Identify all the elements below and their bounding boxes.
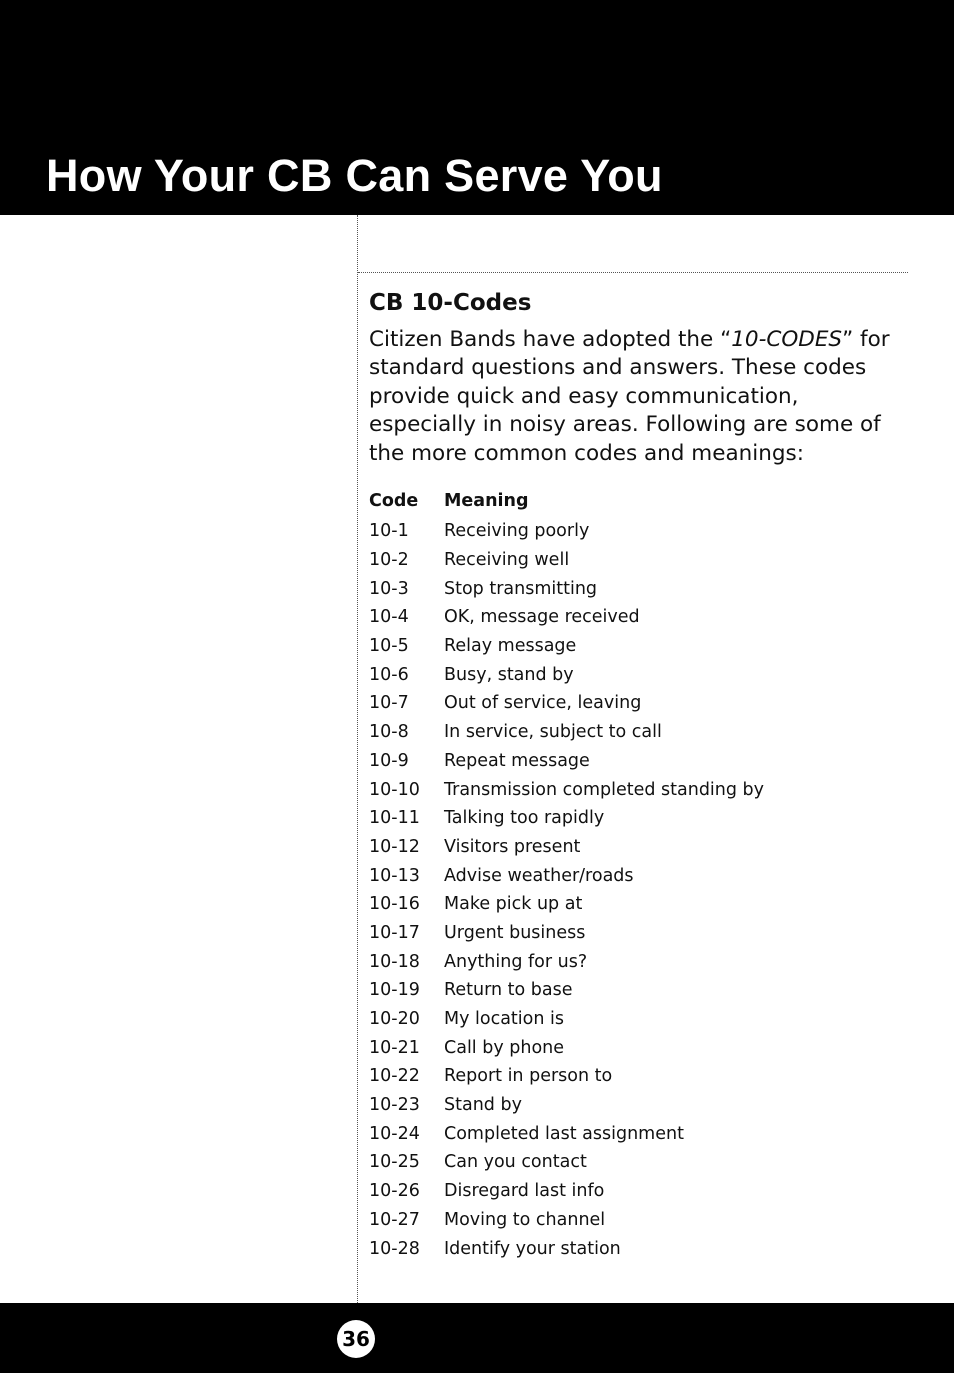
column-header-meaning: Meaning: [444, 491, 529, 511]
table-row: [369, 1033, 909, 1062]
table-row: [369, 775, 909, 804]
meaning-cell: Advise weather/roads: [444, 865, 634, 886]
code-cell: 10-12: [369, 836, 420, 857]
table-header-row: [369, 486, 909, 516]
table-row: [369, 1177, 909, 1206]
column-header-code: Code: [369, 491, 419, 511]
code-cell: 10-20: [369, 1009, 420, 1030]
meaning-cell: In service, subject to call: [444, 722, 662, 743]
code-cell: 10-5: [369, 636, 409, 657]
meaning-cell: Stop transmitting: [444, 578, 598, 599]
code-cell: 10-1: [369, 521, 409, 542]
table-row: [369, 660, 909, 689]
code-cell: 10-9: [369, 750, 409, 771]
code-cell: 10-19: [369, 980, 420, 1001]
table-row: [369, 919, 909, 948]
code-cell: 10-2: [369, 550, 409, 571]
page-number-badge: 36: [337, 1320, 375, 1358]
meaning-cell: Receiving well: [444, 550, 570, 571]
code-cell: 10-7: [369, 693, 409, 714]
codes-table: [369, 486, 909, 1263]
code-cell: 10-23: [369, 1095, 420, 1116]
table-row: [369, 890, 909, 919]
table-row: [369, 574, 909, 603]
meaning-cell: Moving to channel: [444, 1209, 606, 1230]
table-row: [369, 1148, 909, 1177]
table-row: [369, 632, 909, 661]
code-cell: 10-27: [369, 1209, 420, 1230]
code-cell: 10-13: [369, 865, 420, 886]
meaning-cell: Relay message: [444, 636, 577, 657]
intro-text-after: ” for standard questions and answers. These codes provide quick and easy communication, especially in noisy areas. Following are some of the more common codes and meanings:: [369, 327, 890, 466]
intro-paragraph: [369, 326, 909, 468]
table-row: [369, 1091, 909, 1120]
meaning-cell: Can you contact: [444, 1152, 587, 1173]
meaning-cell: Make pick up at: [444, 894, 583, 915]
table-row: [369, 1062, 909, 1091]
table-row: [369, 689, 909, 718]
code-cell: 10-3: [369, 578, 409, 599]
meaning-cell: Return to base: [444, 980, 573, 1001]
code-cell: 10-6: [369, 664, 409, 685]
intro-text-before: Citizen Bands have adopted the “: [369, 327, 732, 352]
code-cell: 10-10: [369, 779, 420, 800]
page-title: How Your CB Can Serve You: [46, 150, 663, 201]
meaning-cell: Stand by: [444, 1095, 522, 1116]
code-cell: 10-4: [369, 607, 409, 628]
meaning-cell: Receiving poorly: [444, 521, 590, 542]
meaning-cell: Call by phone: [444, 1037, 565, 1058]
table-row: [369, 861, 909, 890]
table-row: [369, 1119, 909, 1148]
code-cell: 10-24: [369, 1123, 420, 1144]
table-row: [369, 747, 909, 776]
code-cell: 10-25: [369, 1152, 420, 1173]
vertical-divider: [357, 215, 358, 1303]
code-cell: 10-17: [369, 922, 420, 943]
footer-band: [0, 1303, 954, 1373]
code-cell: 10-21: [369, 1037, 420, 1058]
meaning-cell: Identify your station: [444, 1238, 621, 1259]
table-row: [369, 517, 909, 546]
table-row: [369, 546, 909, 575]
meaning-cell: Disregard last info: [444, 1181, 605, 1202]
meaning-cell: Report in person to: [444, 1066, 613, 1087]
horizontal-divider: [358, 272, 908, 273]
meaning-cell: Busy, stand by: [444, 664, 574, 685]
code-cell: 10-8: [369, 722, 409, 743]
code-cell: 10-22: [369, 1066, 420, 1087]
meaning-cell: Visitors present: [444, 836, 581, 857]
code-cell: 10-26: [369, 1181, 420, 1202]
meaning-cell: Repeat message: [444, 750, 590, 771]
meaning-cell: Anything for us?: [444, 951, 588, 972]
meaning-cell: Talking too rapidly: [444, 808, 605, 829]
table-row: [369, 1206, 909, 1235]
meaning-cell: Out of service, leaving: [444, 693, 642, 714]
table-row: [369, 603, 909, 632]
code-cell: 10-28: [369, 1238, 420, 1259]
section-content: [369, 286, 909, 468]
meaning-cell: Completed last assignment: [444, 1123, 684, 1144]
meaning-cell: My location is: [444, 1009, 564, 1030]
table-row: [369, 947, 909, 976]
table-row: [369, 1234, 909, 1263]
meaning-cell: OK, message received: [444, 607, 640, 628]
table-row: [369, 718, 909, 747]
table-row: [369, 1005, 909, 1034]
table-row: [369, 976, 909, 1005]
table-row: [369, 804, 909, 833]
header-band: [0, 0, 954, 215]
section-heading: CB 10-Codes: [369, 290, 532, 316]
code-cell: 10-11: [369, 808, 420, 829]
code-cell: 10-16: [369, 894, 420, 915]
table-row: [369, 833, 909, 862]
code-cell: 10-18: [369, 951, 420, 972]
meaning-cell: Transmission completed standing by: [444, 779, 765, 800]
intro-emphasis: 10-CODES: [731, 327, 843, 352]
meaning-cell: Urgent business: [444, 922, 586, 943]
